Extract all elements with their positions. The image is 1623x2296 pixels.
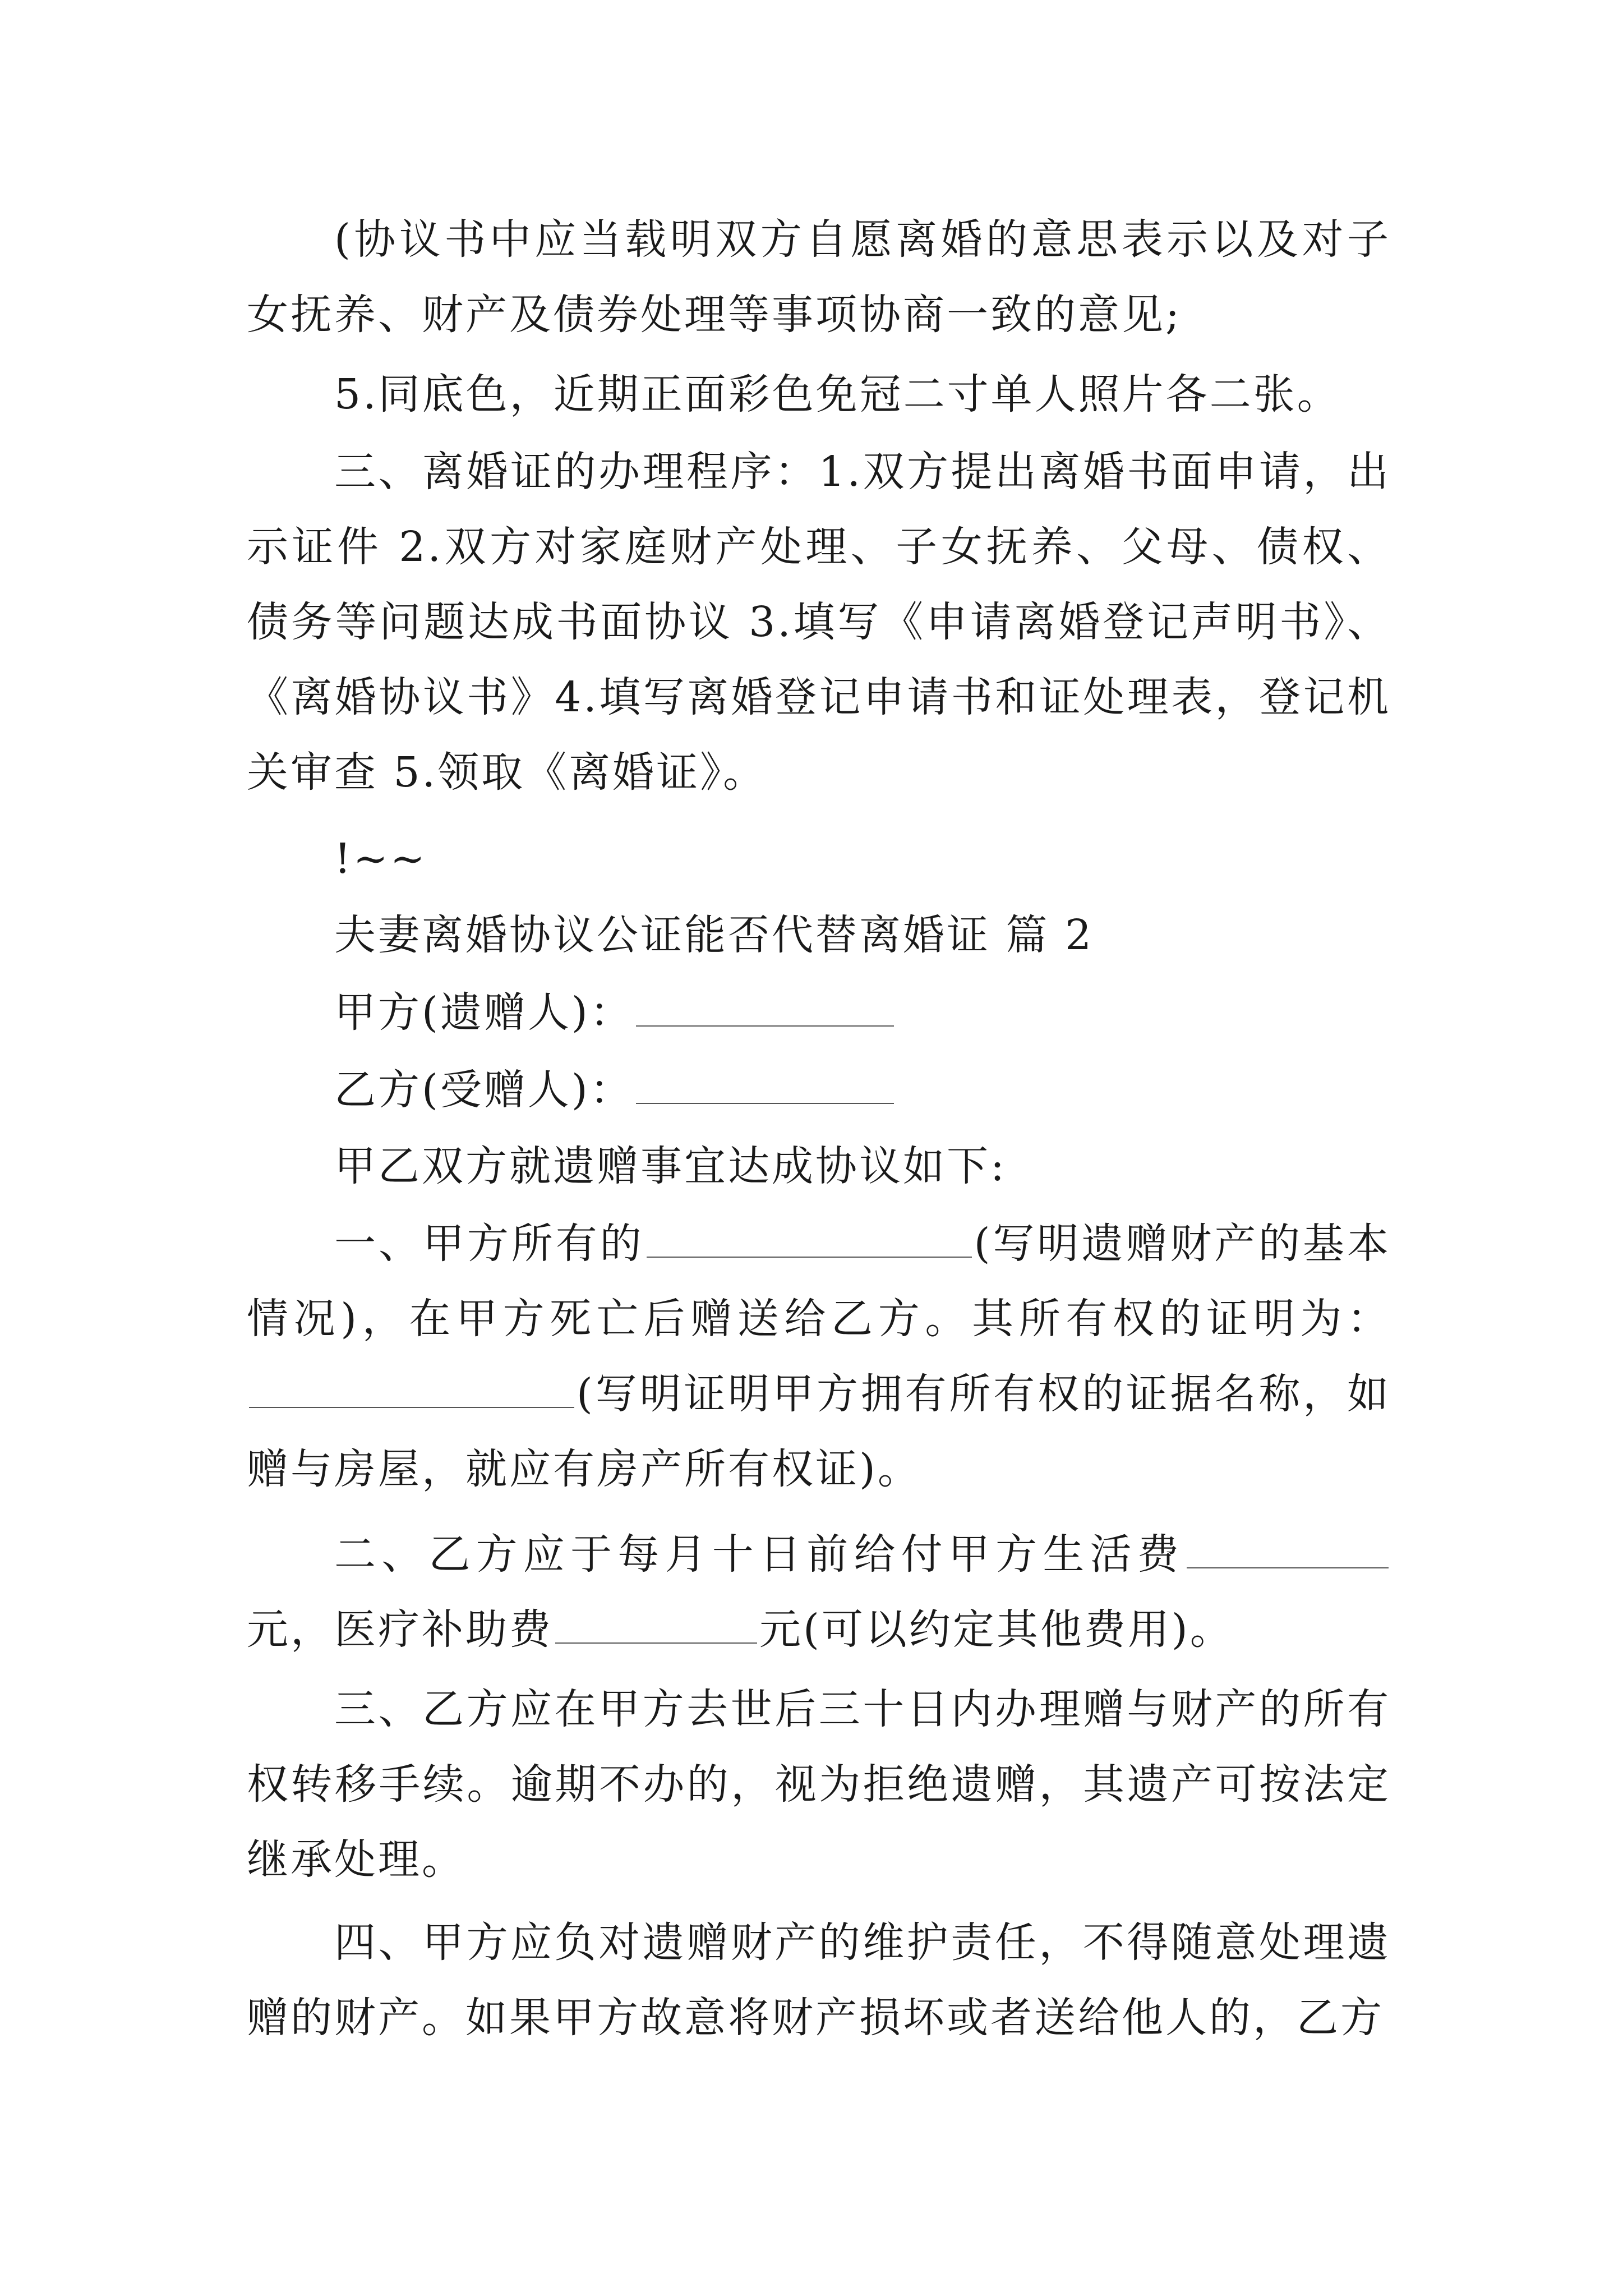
section-heading-part2: 夫妻离婚协议公证能否代替离婚证 篇 2 (334, 911, 1094, 959)
medical-subsidy-blank (555, 1609, 757, 1644)
paragraph-agreement-note: (协议书中应当载明双方自愿离婚的意思表示以及对子女抚养、财产及债券处理等事项协商一致的意见; (247, 215, 1391, 339)
ownership-proof-blank (249, 1373, 574, 1408)
paragraph-symbol: !~~ (334, 835, 427, 883)
paragraph-divorce-procedure: 三、离婚证的办理程序：1.双方提出离婚书面申请，出示证件 2.双方对家庭财产处理、子女抚养、父母、债权、债务等问题达成书面协议 3.填写《申请离婚登记声明书》、《离婚协议书》4.填写离婚登记申请书和证处理表，登记机关审查 5.领取《离婚证》。 (247, 448, 1391, 797)
document-page (247, 0, 1391, 2296)
clause-four: 四、甲方应负对遗赠财产的维护责任，不得随意处理遗赠的财产。如果甲方故意将财产损坏或者送给他人的，乙方 (247, 1918, 1391, 2042)
party-a-label: 甲方(遗赠人)： (334, 988, 634, 1037)
clause-two-middle: 元，医疗补助费 (247, 1605, 553, 1654)
clause-one-end: (写明证明甲方拥有所有权的证据名称，如赠与房屋，就应有房产所有权证)。 (247, 1370, 1391, 1493)
clause-two-end: 元(可以约定其他费用)。 (759, 1605, 1234, 1654)
clause-one-middle: (写明遗赠财产的基本情况)，在甲方死亡后赠送给乙方。其所有权的证明为： (247, 1220, 1391, 1343)
clause-one-start: 一、甲方所有的 (334, 1220, 644, 1268)
clause-two-start: 二、乙方应于每月十日前给付甲方生活费 (334, 1530, 1184, 1579)
property-blank (647, 1223, 972, 1258)
party-a-line (247, 975, 1391, 1050)
paragraph-agreement-intro: 甲乙双方就遗赠事宜达成协议如下: (334, 1142, 1007, 1190)
clause-two (247, 1517, 1391, 1667)
party-a-blank (636, 992, 894, 1027)
party-b-line (247, 1052, 1391, 1128)
clause-one (247, 1206, 1391, 1507)
paragraph-photo-requirement: 5.同底色，近期正面彩色免冠二寸单人照片各二张。 (334, 370, 1341, 418)
party-b-blank (636, 1069, 894, 1104)
party-b-label: 乙方(受赠人)： (334, 1066, 634, 1114)
clause-three: 三、乙方应在甲方去世后三十日内办理赠与财产的所有权转移手续。逾期不办的，视为拒绝遗赠，其遗产可按法定继承处理。 (247, 1685, 1391, 1884)
living-expense-blank (1187, 1534, 1389, 1568)
